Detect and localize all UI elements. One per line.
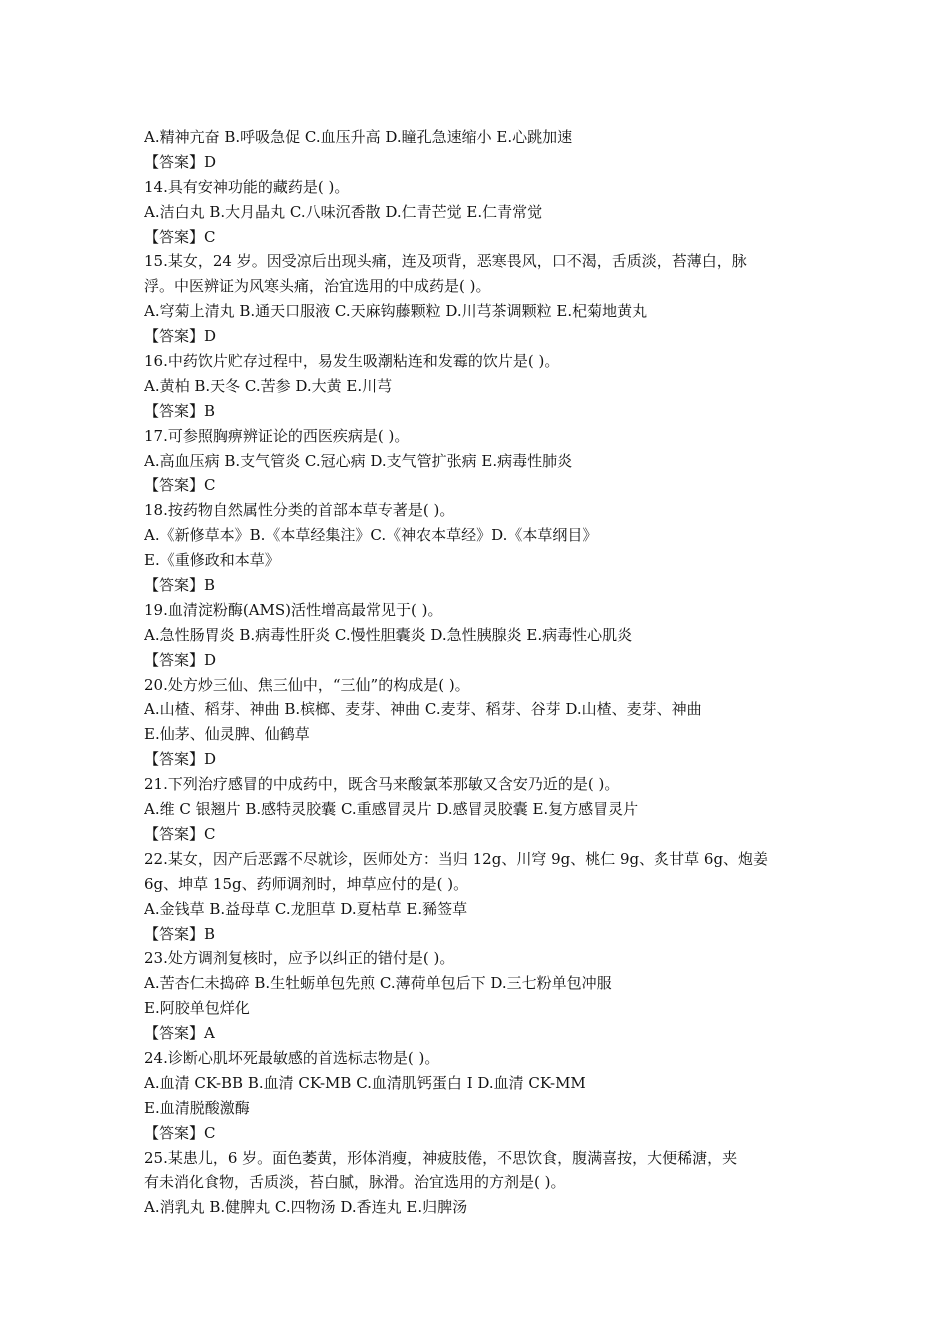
question-text: 18.按药物自然属性分类的首部本草专著是( )。: [144, 501, 455, 520]
options-text: E.血清脱酸激酶: [144, 1098, 250, 1117]
question-text: 有未消化食物，舌质淡，苔白腻，脉滑。治宜选用的方剂是( )。: [144, 1173, 566, 1192]
question-text: 19.血清淀粉酶(AMS)活性增高最常见于( )。: [144, 600, 443, 619]
options-text: A.消乳丸 B.健脾丸 C.四物汤 D.香连丸 E.归脾汤: [144, 1198, 468, 1217]
question-text: 21.下列治疗感冒的中成药中，既含马来酸氯苯那敏又含安乃近的是( )。: [144, 775, 620, 794]
answer-text: 【答案】C: [144, 1123, 216, 1142]
question-text: 25.某患儿，6 岁。面色萎黄，形体消瘦，神疲肢倦，不思饮食，腹满喜按，大便稀溏，夹: [144, 1148, 738, 1167]
question-text: 24.诊断心肌坏死最敏感的首选标志物是( )。: [144, 1048, 440, 1067]
question-text: 23.处方调剂复核时，应予以纠正的错付是( )。: [144, 949, 455, 968]
question-text: 浮。中医辨证为风寒头痛，治宜选用的中成药是( )。: [144, 277, 491, 296]
options-text: E.仙茅、仙灵脾、仙鹤草: [144, 725, 310, 744]
options-text: A.黄柏 B.天冬 C.苦参 D.大黄 E.川芎: [144, 376, 393, 395]
options-text: A.金钱草 B.益母草 C.龙胆草 D.夏枯草 E.豨签草: [144, 899, 468, 918]
question-text: 16.中药饮片贮存过程中，易发生吸潮粘连和发霉的饮片是( )。: [144, 352, 560, 371]
options-text: A.苦杏仁未捣碎 B.生牡蛎单包先煎 C.薄荷单包后下 D.三七粉单包冲服: [144, 974, 612, 993]
question-text: 22.某女，因产后恶露不尽就诊，医师处方：当归 12g、川穹 9g、桃仁 9g、炙甘草 6g、炮姜: [144, 849, 769, 868]
question-text: 20.处方炒三仙、焦三仙中，“三仙”的构成是( )。: [144, 675, 470, 694]
answer-text: 【答案】C: [144, 476, 216, 495]
question-text: 6g、坤草 15g、药师调剂时，坤草应付的是( )。: [144, 874, 469, 893]
answer-text: 【答案】D: [144, 750, 217, 769]
options-text: A.精神亢奋 B.呼吸急促 C.血压升高 D.瞳孔急速缩小 E.心跳加速: [144, 128, 573, 146]
options-text: A.《新修草本》B.《本草经集注》C.《神农本草经》D.《本草纲目》: [144, 526, 598, 545]
answer-text: 【答案】D: [144, 152, 217, 171]
answer-text: 【答案】D: [144, 650, 217, 669]
options-text: A.高血压病 B.支气管炎 C.冠心病 D.支气管扩张病 E.病毒性肺炎: [144, 451, 573, 470]
answer-text: 【答案】C: [144, 824, 216, 843]
document-page: [144, 125, 810, 1220]
options-text: E.《重修政和本草》: [144, 551, 280, 570]
answer-text: 【答案】C: [144, 227, 216, 246]
options-text: A.维 C 银翘片 B.感特灵胶囊 C.重感冒灵片 D.感冒灵胶囊 E.复方感冒灵片: [144, 800, 639, 819]
options-text: A.血清 CK-BB B.血清 CK-MB C.血清肌钙蛋白 I D.血清 CK-MM: [144, 1073, 586, 1092]
answer-text: 【答案】D: [144, 327, 217, 346]
options-text: A.洁白丸 B.大月晶丸 C.八味沉香散 D.仁青芒觉 E.仁青常觉: [144, 202, 543, 221]
options-text: A.穹菊上清丸 B.通天口服液 C.天麻钩藤颗粒 D.川芎茶调颗粒 E.杞菊地黄丸: [144, 302, 648, 321]
answer-text: 【答案】A: [144, 1024, 215, 1043]
answer-text: 【答案】B: [144, 401, 216, 420]
options-text: A.山楂、稻芽、神曲 B.槟榔、麦芽、神曲 C.麦芽、稻芽、谷芽 D.山楂、麦芽、神曲: [144, 700, 702, 719]
question-text: 15.某女，24 岁。因受凉后出现头痛，连及项背，恶寒畏风，口不渴，舌质淡，苔薄白，脉: [144, 252, 747, 271]
question-text: 17.可参照胸痹辨证论的西医疾病是( )。: [144, 426, 410, 445]
answer-text: 【答案】B: [144, 576, 216, 595]
options-text: A.急性肠胃炎 B.病毒性肝炎 C.慢性胆囊炎 D.急性胰腺炎 E.病毒性心肌炎: [144, 625, 633, 644]
answer-text: 【答案】B: [144, 924, 216, 943]
options-text: E.阿胶单包烊化: [144, 999, 250, 1018]
question-text: 14.具有安神功能的藏药是( )。: [144, 177, 350, 196]
